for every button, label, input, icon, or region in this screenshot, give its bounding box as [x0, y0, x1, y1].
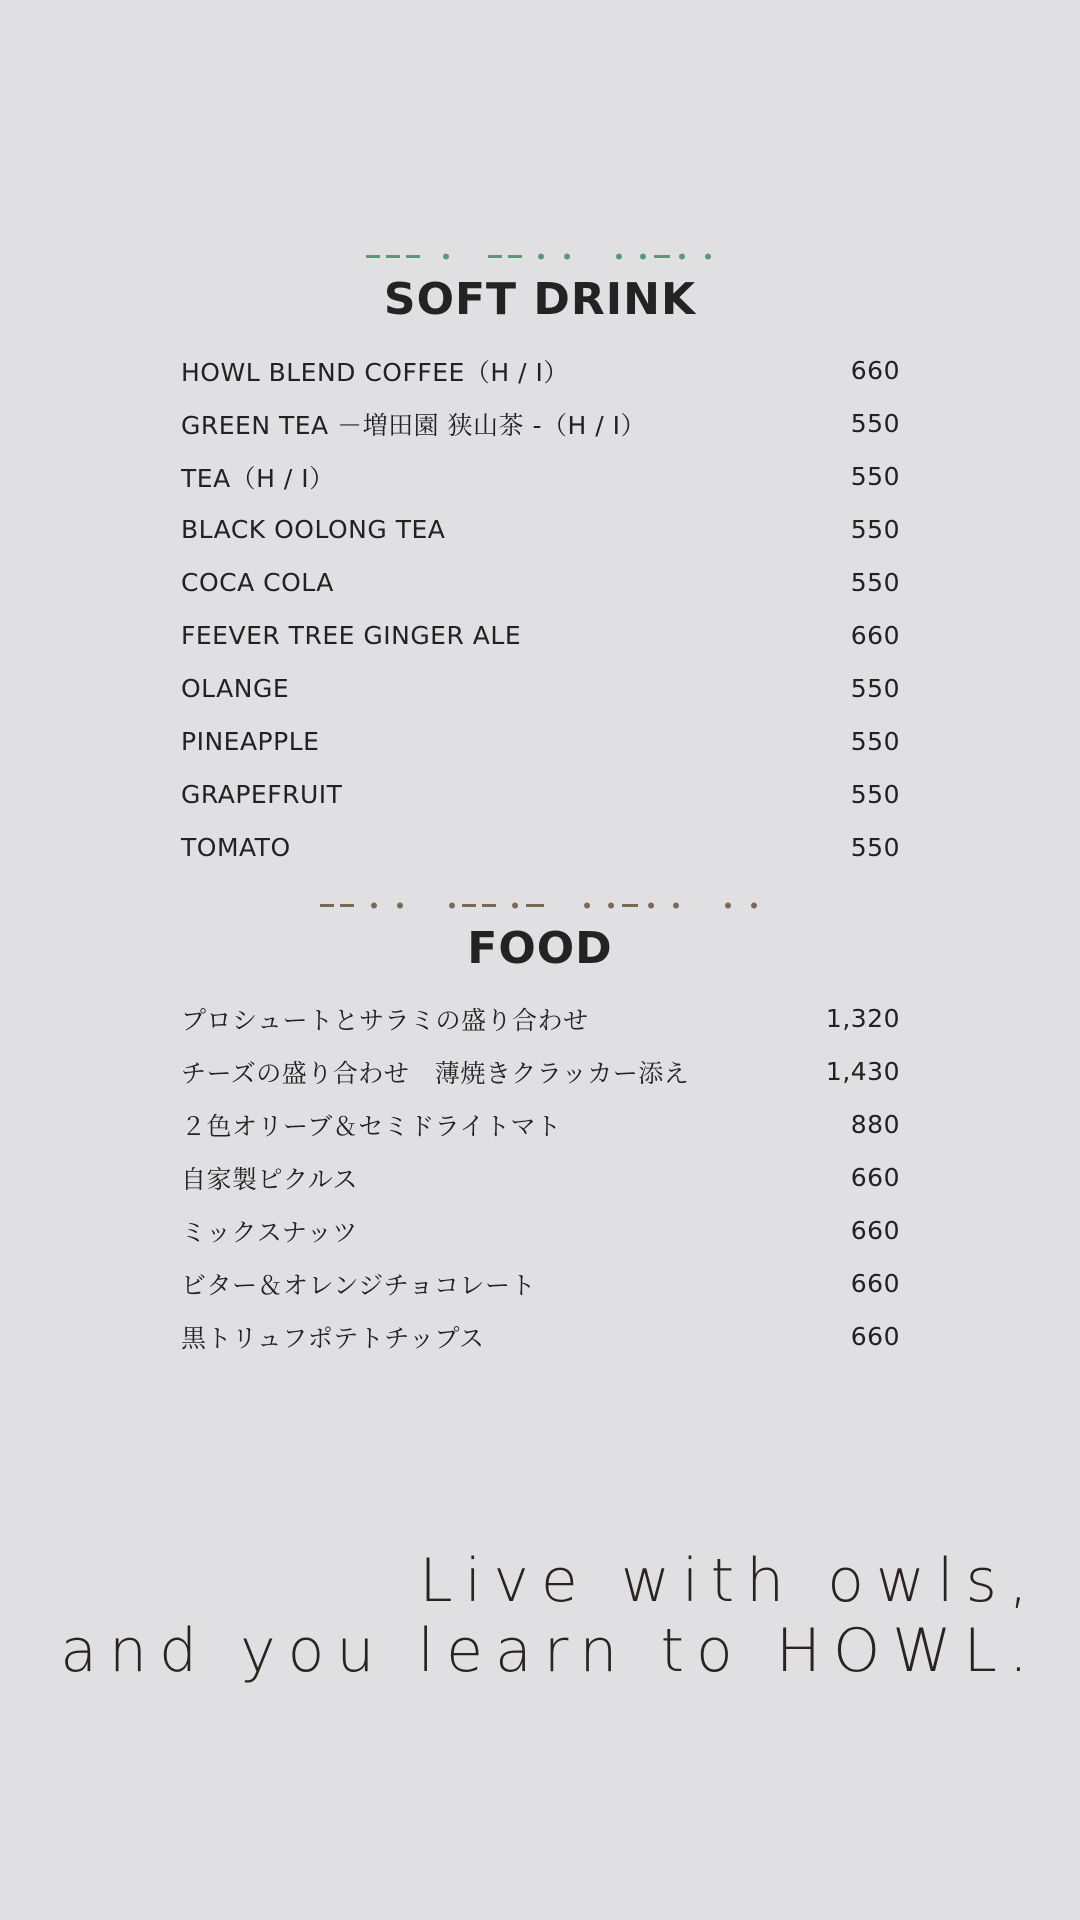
menu-item: [181, 1151, 900, 1204]
tagline-line-2: and you learn to HOWL.: [60, 1616, 1040, 1686]
menu-item: [181, 715, 900, 768]
item-price: 660: [850, 1216, 900, 1245]
item-name: TOMATO: [181, 833, 291, 862]
item-price: 550: [850, 568, 900, 597]
menu-item: [181, 1257, 900, 1310]
item-price: 550: [850, 780, 900, 809]
item-name: プロシュートとサラミの盛り合わせ: [181, 1005, 589, 1035]
item-price: 880: [850, 1110, 900, 1139]
menu-item: [181, 344, 900, 397]
item-price: 660: [850, 356, 900, 385]
item-price: 660: [850, 1269, 900, 1298]
menu-item: [181, 556, 900, 609]
menu-item: [181, 768, 900, 821]
item-name: ２色オリーブ＆セミドライトマト: [181, 1111, 562, 1141]
item-name: ビター＆オレンジチョコレート: [181, 1270, 537, 1300]
item-name: OLANGE: [181, 674, 290, 703]
item-price: 660: [850, 1163, 900, 1192]
item-name: PINEAPPLE: [181, 727, 320, 756]
item-price: 660: [850, 1322, 900, 1351]
menu-item: [181, 609, 900, 662]
item-name: GREEN TEA －増田園 狭山茶 -（H / I）: [181, 410, 647, 440]
item-price: 550: [850, 674, 900, 703]
food-list: [181, 992, 900, 1363]
item-name: ミックスナッツ: [181, 1217, 358, 1247]
item-price: 550: [850, 462, 900, 491]
item-name: TEA（H / I）: [181, 463, 335, 493]
item-name: 自家製ピクルス: [181, 1164, 359, 1194]
menu-item: [181, 1204, 900, 1257]
menu-item: [181, 1310, 900, 1363]
menu-item: [181, 503, 900, 556]
menu-item: [181, 992, 900, 1045]
food-ornament: [0, 898, 1080, 914]
item-name: GRAPEFRUIT: [181, 780, 343, 809]
soft-drink-list: [181, 344, 900, 874]
item-price: 550: [850, 727, 900, 756]
menu-item: [181, 1045, 900, 1098]
item-price: 1,320: [825, 1004, 900, 1033]
soft-drink-ornament: [0, 249, 1080, 265]
item-price: 550: [850, 409, 900, 438]
item-price: 550: [850, 833, 900, 862]
item-price: 660: [850, 621, 900, 650]
item-name: COCA COLA: [181, 568, 334, 597]
item-price: 1,430: [825, 1057, 900, 1086]
item-name: 黒トリュフポテトチップス: [181, 1323, 485, 1353]
menu-item: [181, 662, 900, 715]
menu-item: [181, 450, 900, 503]
item-name: HOWL BLEND COFFEE（H / I）: [181, 357, 569, 387]
food-title: FOOD: [467, 923, 613, 974]
menu-item: [181, 397, 900, 450]
item-price: 550: [850, 515, 900, 544]
tagline-line-1: Live with owls,: [419, 1546, 1040, 1616]
item-name: チーズの盛り合わせ 薄焼きクラッカー添え: [181, 1058, 690, 1088]
menu-item: [181, 821, 900, 874]
soft-drink-title: SOFT DRINK: [383, 274, 697, 325]
item-name: FEEVER TREE GINGER ALE: [181, 621, 522, 650]
item-name: BLACK OOLONG TEA: [181, 515, 446, 544]
menu-item: [181, 1098, 900, 1151]
